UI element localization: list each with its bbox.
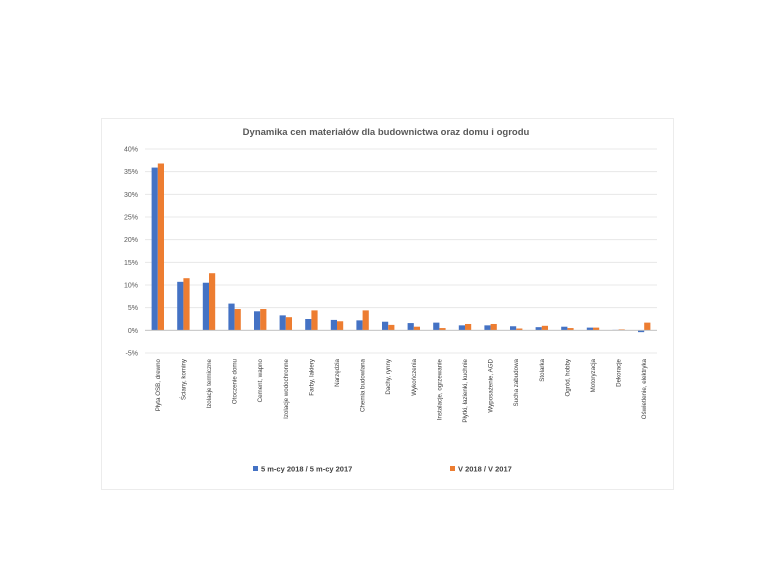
x-tick-label: Oświetlenie, elektryka bbox=[641, 359, 649, 420]
y-tick-label: 5% bbox=[127, 305, 138, 313]
bar-series-1 bbox=[280, 315, 286, 330]
bar-series-1 bbox=[152, 168, 158, 331]
x-tick-label: Ogród, hobby bbox=[564, 359, 572, 397]
bar-series-2 bbox=[183, 278, 189, 330]
y-tick-label: 35% bbox=[123, 169, 138, 177]
x-tick-label: Instalacje, ogrzewanie bbox=[436, 359, 444, 421]
bar-series-1 bbox=[254, 311, 260, 330]
bar-series-1 bbox=[203, 283, 209, 331]
legend bbox=[253, 465, 512, 474]
bar-series-1 bbox=[536, 327, 542, 330]
bar-series-2 bbox=[286, 317, 292, 330]
bar-series-2 bbox=[337, 321, 343, 330]
bar-series-1 bbox=[510, 326, 516, 330]
bar-series-2 bbox=[414, 327, 420, 331]
bar-series-1 bbox=[484, 325, 490, 330]
bar-series-2 bbox=[644, 323, 650, 331]
bar-series-1 bbox=[331, 320, 337, 330]
x-tick-label: Motoryzacja bbox=[590, 359, 597, 393]
y-tick-label: 30% bbox=[123, 191, 138, 199]
legend-swatch bbox=[450, 466, 455, 471]
bar-series-1 bbox=[408, 323, 414, 330]
legend-label: 5 m-cy 2018 / 5 m-cy 2017 bbox=[261, 464, 353, 474]
bar-series-2 bbox=[311, 310, 317, 330]
bar-series-2 bbox=[388, 325, 394, 330]
grid bbox=[145, 149, 657, 353]
bars bbox=[152, 164, 651, 333]
bar-series-2 bbox=[542, 326, 548, 331]
bar-series-1 bbox=[459, 325, 465, 330]
x-tick-label: Izolacje wodochronne bbox=[282, 359, 290, 419]
x-tick-label: Stolarka bbox=[538, 359, 546, 382]
x-tick-label: Dekoracje bbox=[615, 359, 623, 387]
x-tick-label: Ściany, kominy bbox=[180, 359, 188, 401]
x-tick-label: Dachy, rynny bbox=[385, 359, 393, 395]
y-tick-label: 40% bbox=[123, 146, 138, 154]
x-tick-label: Płytki, łazienki, kuchnie bbox=[462, 359, 469, 423]
x-tick-label: Otoczenie domu bbox=[231, 359, 239, 405]
y-tick-label: 20% bbox=[123, 237, 138, 245]
y-tick-label: 10% bbox=[123, 282, 138, 290]
bar-series-1 bbox=[177, 282, 183, 331]
x-tick-label: Płyta OSB, drewno bbox=[154, 359, 162, 412]
y-axis-ticks bbox=[124, 147, 138, 358]
x-axis-ticks bbox=[155, 358, 648, 423]
bar-series-1 bbox=[433, 323, 439, 331]
bar-series-2 bbox=[235, 309, 241, 330]
bar-series-2 bbox=[158, 164, 164, 331]
y-tick-label: 15% bbox=[123, 259, 138, 267]
bar-series-2 bbox=[260, 309, 266, 330]
chart-title: Dynamika cen materiałów dla budownictwa oraz domu i ogrodu bbox=[242, 127, 530, 138]
bar-series-2 bbox=[491, 324, 497, 330]
bar-series-1 bbox=[356, 320, 362, 330]
x-tick-label: Cement, wapno bbox=[257, 359, 265, 403]
y-tick-label: -5% bbox=[125, 350, 138, 358]
bar-series-1 bbox=[305, 319, 311, 330]
bar-series-2 bbox=[465, 324, 471, 330]
bar-series-2 bbox=[593, 328, 599, 331]
bar-series-1 bbox=[228, 304, 234, 331]
x-tick-label: Wykończenia bbox=[410, 359, 418, 396]
legend-swatch bbox=[253, 466, 258, 471]
bar-series-1 bbox=[587, 328, 593, 331]
y-tick-label: 25% bbox=[123, 214, 138, 222]
x-tick-label: Izolacje termiczne bbox=[206, 359, 213, 409]
bar-series-1 bbox=[382, 322, 388, 331]
bar-series-2 bbox=[363, 310, 369, 330]
x-tick-label: Sucha zabudowa bbox=[513, 359, 521, 407]
x-tick-label: Wyposażenie, AGD bbox=[487, 358, 495, 413]
x-tick-label: Narzędzia bbox=[334, 359, 341, 387]
legend-label: V 2018 / V 2017 bbox=[458, 464, 512, 474]
x-tick-label: Chemia budowlana bbox=[359, 359, 367, 412]
bar-series-1 bbox=[561, 327, 567, 331]
y-tick-label: 0% bbox=[127, 327, 138, 335]
x-tick-label: Farby, lakiery bbox=[308, 359, 316, 396]
bar-series-2 bbox=[209, 273, 215, 330]
